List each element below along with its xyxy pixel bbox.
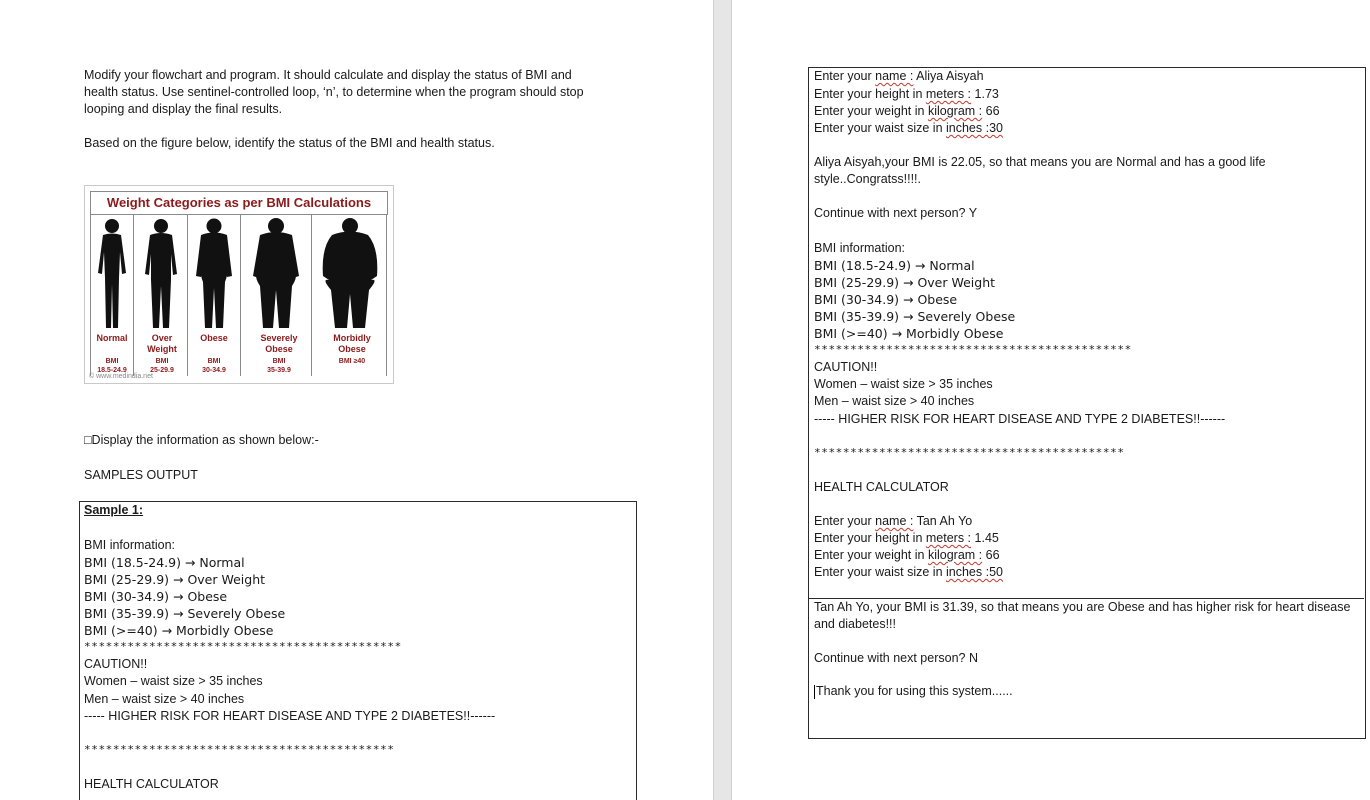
figure-divider [90, 214, 91, 376]
figure-range-label: BMI 25-29.9 [150, 358, 174, 374]
silhouette-normal-icon [93, 218, 131, 330]
height-prompt: Enter your height in meters : 1.73 [814, 87, 999, 101]
intro-line-1: Modify your flowchart and program. It should calculate and display the status of BMI and [84, 68, 572, 82]
figure-divider [187, 214, 188, 376]
silhouette-overweight-icon [140, 218, 182, 330]
silhouette-obese-icon [192, 218, 236, 330]
risk-line: ----- HIGHER RISK FOR HEART DISEASE AND TYPE 2 DIABETES!!------ [84, 709, 496, 723]
continue-prompt: Continue with next person? Y [814, 206, 978, 220]
waist-prompt: Enter your waist size in inches :50 [814, 565, 1003, 579]
bmi-line: BMI (>=40) → Morbidly Obese [814, 326, 1004, 341]
caution-women: Women – waist size > 35 inches [84, 674, 263, 688]
figure-divider [386, 214, 387, 376]
bmi-info-heading: BMI information: [84, 538, 176, 552]
height-prompt: Enter your height in meters : 1.45 [814, 531, 999, 545]
caution-men: Men – waist size > 40 inches [814, 394, 975, 408]
document-page-right [731, 0, 1370, 800]
caution-heading: CAUTION!! [814, 360, 878, 374]
display-info-text: □Display the information as shown below:- [84, 433, 319, 447]
result-line: style..Congratss!!!!. [814, 172, 921, 186]
caution-men: Men – waist size > 40 inches [84, 692, 245, 706]
result-line: Tan Ah Yo, your BMI is 31.39, so that means you are Obese and has higher risk for heart disease [814, 600, 1351, 614]
intro-line-3: looping and display the final results. [84, 102, 283, 116]
figure-category-label: Morbidly Obese [333, 333, 371, 354]
bmi-line: BMI (30-34.9) → Obese [814, 292, 958, 307]
figure-divider [240, 214, 241, 376]
silhouette-severely-obese-icon [246, 218, 306, 330]
instruction-text: Based on the figure below, identify the status of the BMI and health status. [84, 136, 495, 150]
continue-prompt: Continue with next person? N [814, 651, 978, 665]
figure-category-label: Severely Obese [260, 333, 298, 354]
caution-heading: CAUTION!! [84, 657, 148, 671]
bmi-info-heading: BMI information: [814, 241, 906, 255]
health-calculator-heading: HEALTH CALCULATOR [814, 480, 949, 494]
bmi-line: BMI (>=40) → Morbidly Obese [84, 623, 274, 638]
name-prompt: Enter your name : Tan Ah Yo [814, 514, 973, 528]
caution-women: Women – waist size > 35 inches [814, 377, 993, 391]
samples-heading: SAMPLES OUTPUT [84, 468, 198, 482]
stars-separator: ******************************************** [814, 343, 1132, 356]
figure-range-label: BMI ≥40 [338, 358, 366, 365]
health-calculator-heading: HEALTH CALCULATOR [84, 777, 219, 791]
figure-divider [133, 214, 134, 376]
figure-category-label: Normal [96, 333, 128, 343]
weight-prompt: Enter your weight in kilogram : 66 [814, 548, 1000, 562]
thanks-line[interactable]: Thank you for using this system...... [816, 684, 1013, 698]
bmi-categories-figure [84, 185, 394, 384]
stars-separator: ******************************************* [814, 446, 1125, 459]
figure-range-label: BMI 35-39.9 [267, 358, 291, 374]
waist-prompt: Enter your waist size in inches :30 [814, 121, 1003, 135]
figure-watermark: © www.medindia.net [89, 373, 153, 380]
figure-title: Weight Categories as per BMI Calculations [90, 191, 388, 215]
name-prompt: Enter your name : Aliya Aisyah [814, 69, 984, 83]
bmi-line: BMI (35-39.9) → Severely Obese [84, 606, 286, 621]
bmi-line: BMI (35-39.9) → Severely Obese [814, 309, 1016, 324]
bmi-line: BMI (25-29.9) → Over Weight [814, 275, 996, 290]
risk-line: ----- HIGHER RISK FOR HEART DISEASE AND TYPE 2 DIABETES!!------ [814, 412, 1226, 426]
text-cursor [814, 685, 815, 699]
result-line: Aliya Aisyah,your BMI is 22.05, so that means you are Normal and has a good life [814, 155, 1266, 169]
figure-range-label: BMI 30-34.9 [202, 358, 226, 374]
stars-separator: ******************************************** [84, 640, 402, 653]
bmi-line: BMI (18.5-24.9) → Normal [84, 555, 245, 570]
figure-range-label: BMI 18.5-24.9 [97, 358, 127, 374]
sample-1-title: Sample 1: [84, 503, 144, 517]
intro-line-2: health status. Use sentinel-controlled loop, ‘n’, to determine when the program should stop [84, 85, 584, 99]
bmi-line: BMI (18.5-24.9) → Normal [814, 258, 975, 273]
result-line: and diabetes!!! [814, 617, 897, 631]
figure-category-label: Obese [200, 333, 228, 343]
figure-divider [311, 214, 312, 376]
weight-prompt: Enter your weight in kilogram : 66 [814, 104, 1000, 118]
figure-category-label: Over Weight [147, 333, 177, 354]
bmi-line: BMI (30-34.9) → Obese [84, 589, 228, 604]
silhouette-morbidly-obese-icon [319, 218, 381, 330]
bmi-line: BMI (25-29.9) → Over Weight [84, 572, 266, 587]
stars-separator: ******************************************* [84, 743, 395, 756]
